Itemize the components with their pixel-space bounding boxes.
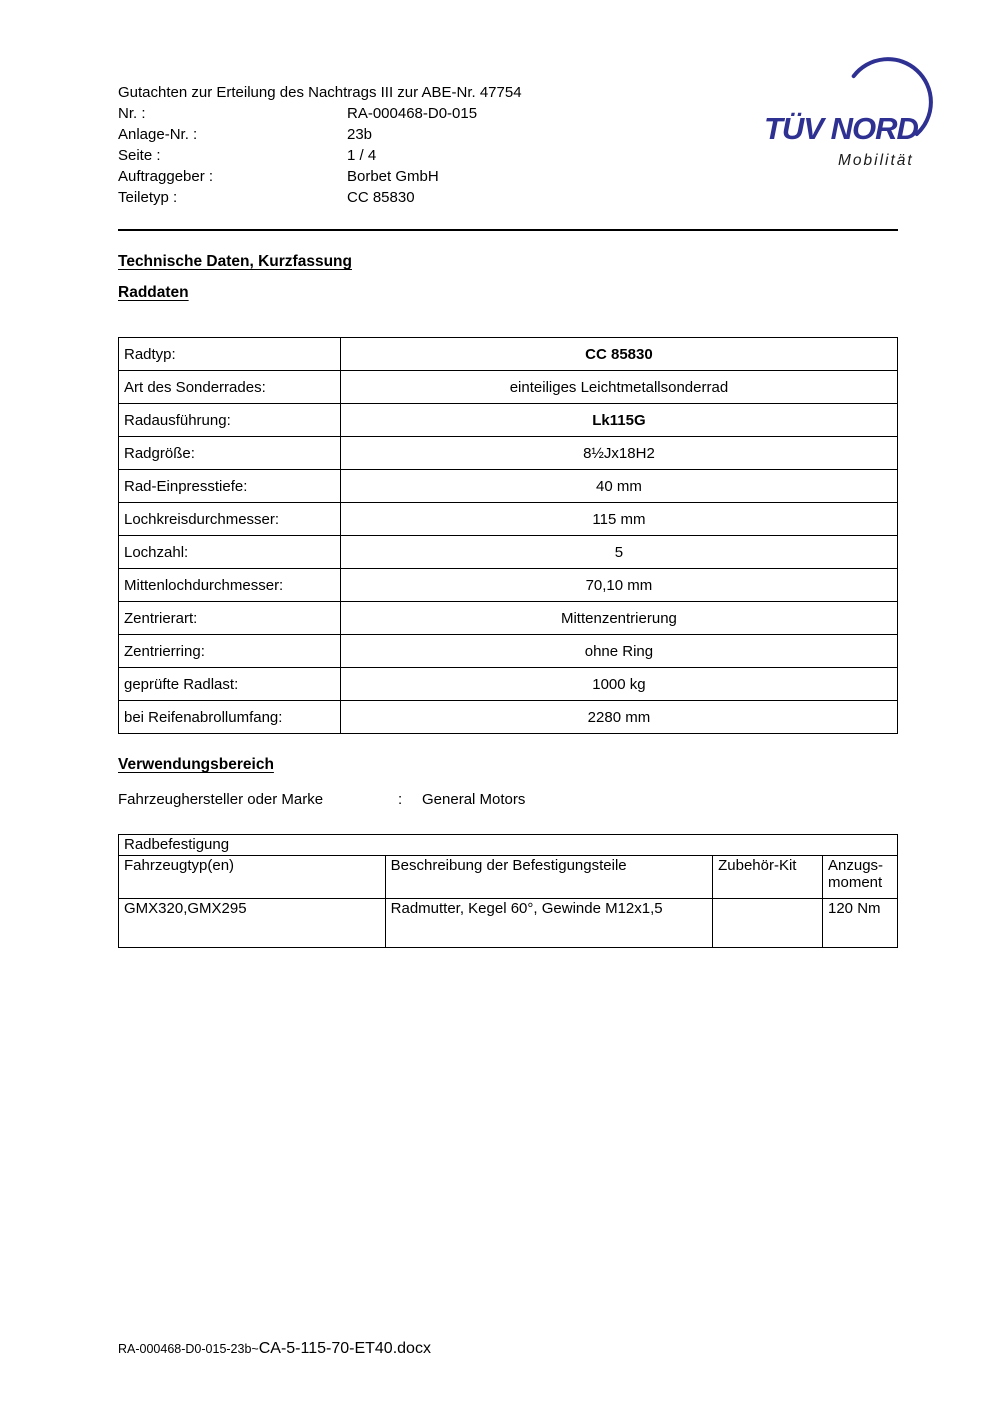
raddaten-value: 40 mm (340, 470, 897, 503)
document-header (118, 82, 898, 208)
section-heading-technische-daten: Technische Daten, Kurzfassung (118, 253, 352, 270)
hersteller-line (118, 789, 898, 810)
header-field-seite (118, 145, 898, 166)
section-heading-raddaten: Raddaten (118, 284, 189, 301)
table-row (119, 668, 898, 701)
raddaten-label: Radtyp: (119, 338, 341, 371)
raddaten-value: ohne Ring (340, 635, 897, 668)
hersteller-value: General Motors (422, 791, 526, 808)
raddaten-value: 2280 mm (340, 701, 897, 734)
cell-beschreibung: Radmutter, Kegel 60°, Gewinde M12x1,5 (385, 899, 712, 948)
raddaten-label: Rad-Einpresstiefe: (119, 470, 341, 503)
table-row (119, 569, 898, 602)
raddaten-table (118, 337, 898, 734)
raddaten-label: Zentrierart: (119, 602, 341, 635)
footer-file-name: CA-5-115-70-ET40.docx (258, 1340, 431, 1357)
table-header-row (119, 856, 898, 899)
header-field-label: Teiletyp : (118, 189, 178, 206)
header-field-label: Auftraggeber : (118, 168, 214, 185)
header-field-value: 1 / 4 (347, 147, 377, 164)
raddaten-label: bei Reifenabrollumfang: (119, 701, 341, 734)
raddaten-value: Mittenzentrierung (340, 602, 897, 635)
table-row (119, 503, 898, 536)
raddaten-label: Art des Sonderrades: (119, 371, 341, 404)
raddaten-value: 1000 kg (340, 668, 897, 701)
radbefestigung-caption: Radbefestigung (119, 835, 898, 856)
header-field-value: Borbet GmbH (347, 168, 439, 185)
table-row (119, 470, 898, 503)
header-field-label: Nr. : (118, 105, 146, 122)
column-header-zubehoer-kit: Zubehör-Kit (713, 856, 823, 899)
header-divider (118, 229, 898, 231)
raddaten-label: Mittenlochdurchmesser: (119, 569, 341, 602)
table-caption-row (119, 835, 898, 856)
cell-fahrzeugtyp: GMX320,GMX295 (119, 899, 386, 948)
header-field-label: Anlage-Nr. : (118, 126, 198, 143)
header-field-value: RA-000468-D0-015 (347, 105, 478, 122)
table-row (119, 338, 898, 371)
table-row (119, 404, 898, 437)
radbefestigung-table (118, 834, 898, 948)
section-heading-verwendungsbereich: Verwendungsbereich (118, 756, 274, 773)
header-field-label: Seite : (118, 147, 161, 164)
raddaten-value: 5 (340, 536, 897, 569)
raddaten-label: Radgröße: (119, 437, 341, 470)
raddaten-value: 115 mm (340, 503, 897, 536)
column-header-beschreibung: Beschreibung der Befestigungsteile (385, 856, 712, 899)
table-row (119, 602, 898, 635)
header-field-value: 23b (347, 126, 373, 143)
raddaten-value: 8½Jx18H2 (340, 437, 897, 470)
page-footer (118, 1340, 431, 1358)
raddaten-label: geprüfte Radlast: (119, 668, 341, 701)
header-field-anlage (118, 124, 898, 145)
logo-subtitle-text: Mobilität (838, 152, 914, 169)
table-row (119, 635, 898, 668)
raddaten-value: einteiliges Leichtmetallsonderrad (340, 371, 897, 404)
footer-doc-ref: RA-000468-D0-015-23b~ (118, 1342, 259, 1356)
raddaten-label: Lochzahl: (119, 536, 341, 569)
header-field-teiletyp (118, 187, 898, 208)
logo-brand-text: TÜV NORD (764, 111, 918, 146)
raddaten-label: Radausführung: (119, 404, 341, 437)
cell-zubehoer (713, 899, 823, 948)
raddaten-value: CC 85830 (340, 338, 897, 371)
table-row (119, 536, 898, 569)
table-row (119, 437, 898, 470)
hersteller-label: Fahrzeughersteller oder Marke (118, 791, 324, 808)
hersteller-colon: : (398, 791, 403, 808)
raddaten-value: 70,10 mm (340, 569, 897, 602)
cell-anzugsmoment: 120 Nm (823, 899, 898, 948)
header-field-value: CC 85830 (347, 189, 415, 206)
document-title: Gutachten zur Erteilung des Nachtrags III zur ABE-Nr. 47754 (118, 84, 522, 101)
header-field-nr (118, 103, 898, 124)
raddaten-label: Zentrierring: (119, 635, 341, 668)
raddaten-label: Lochkreisdurchmesser: (119, 503, 341, 536)
column-header-anzugsmoment: Anzugs-moment (823, 856, 898, 899)
column-header-fahrzeugtyp: Fahrzeugtyp(en) (119, 856, 386, 899)
table-row (119, 701, 898, 734)
raddaten-value: Lk115G (340, 404, 897, 437)
table-row (119, 371, 898, 404)
header-field-auftraggeber (118, 166, 898, 187)
table-row (119, 899, 898, 948)
